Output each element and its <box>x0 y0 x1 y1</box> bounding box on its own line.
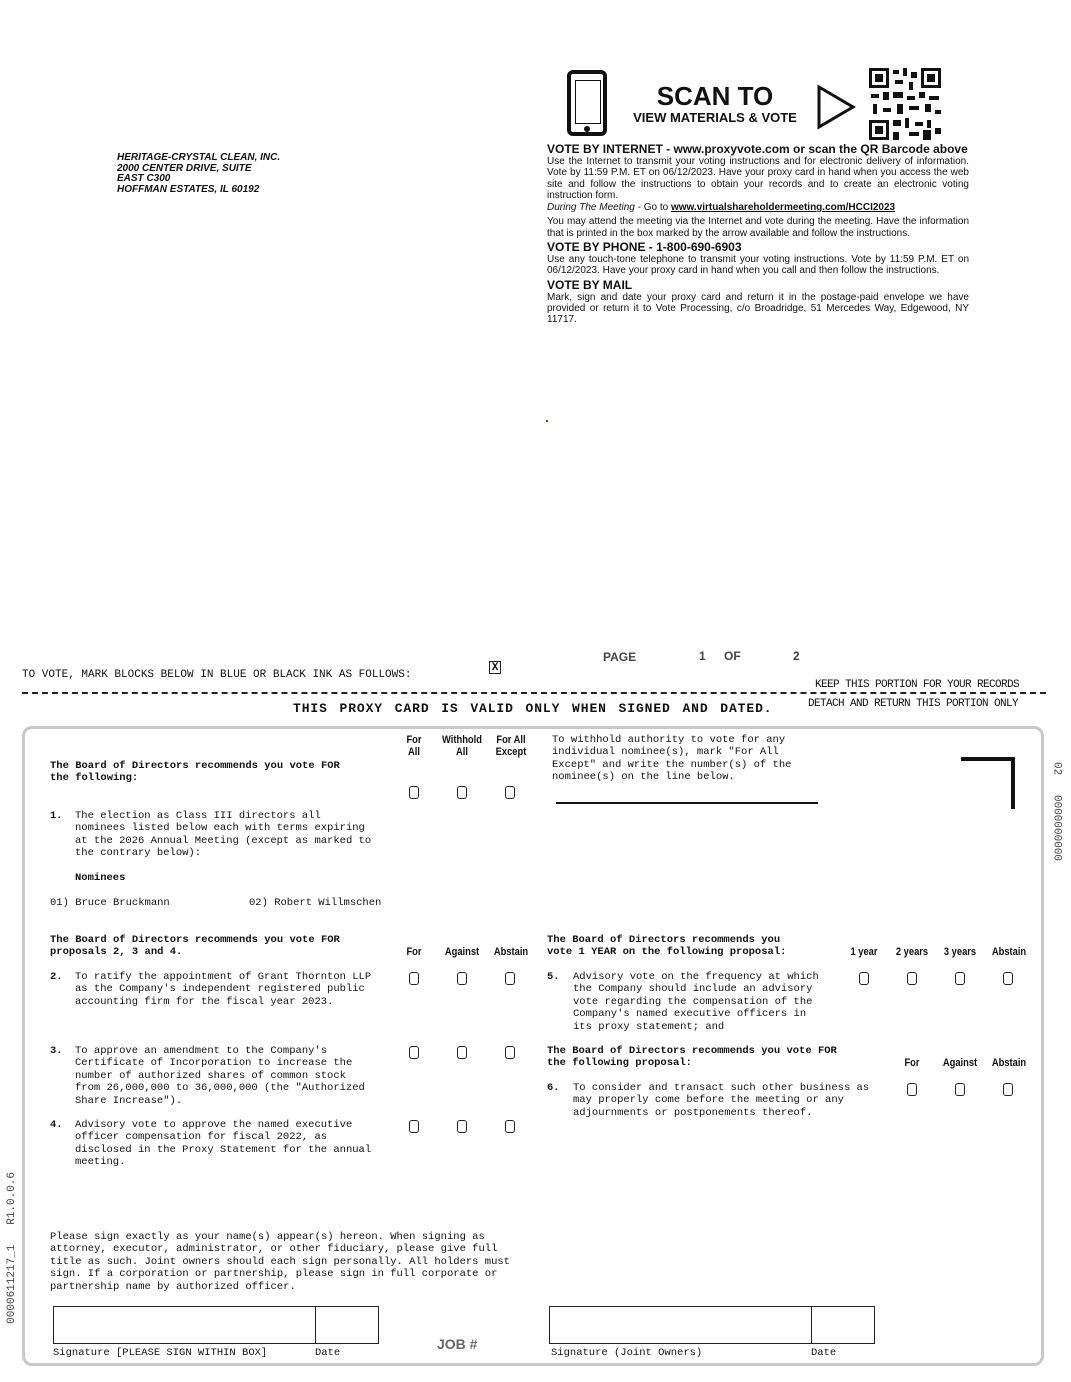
side-code-right: 02 0000000000 <box>1050 762 1063 862</box>
withhold-note: To withhold authority to vote for any individual nominee(s), mark "For All Except" and write the number(s) of the nominee(s) on the line below. <box>552 734 792 784</box>
proposal-3-text: To approve an amendment to the Company's Certificate of Incorporation to increase the number of authorized shares of common stock from 26,000,000 to 36,000,000 (the "Authorized Share Increase"). <box>75 1045 365 1107</box>
proposal-2-text: To ratify the appointment of Grant Thornton LLP as the Company's independent registered public accounting firm for the fiscal year 2023. <box>75 971 372 1008</box>
checkbox-p4-for[interactable] <box>409 1120 419 1133</box>
nominee-exception-line[interactable] <box>556 802 818 804</box>
checkbox-for-all[interactable] <box>409 786 419 799</box>
play-arrow-icon <box>816 84 856 130</box>
proposal-5-text: Advisory vote on the frequency at which the Company should include an advisory vote regarding the compensation of the Company's named executive officers in its proxy statement; and <box>573 971 819 1033</box>
voting-instructions: VOTE BY INTERNET - www.proxyvote.com or scan the QR Barcode above Use the Internet to transmit your voting instructions and for electronic delivery of information. Vote by 11:59 P.M. ET on 06/12/2023. Have your proxy card in hand when you access the web site and follow the instructions to obtain your records and to create an electronic voting instruction form. During The Meeting - Go to www.virtualshareholdermeeting.com/HCCI2023 You may attend the meeting via the Internet and vote during the meeting. Have the information that is printed in the box marked by the arrow available and follow the instructions. VOTE BY PHONE - 1-800-690-6903 Use any touch-tone telephone to transmit your voting instructions. Vote by 11:59 P.M. ET on 06/12/2023. Have your proxy card in hand when you call and then follow the instructions. VOTE BY MAIL Mark, sign and date your proxy card and return it in the postage-paid envelope we have provided or return it to Vote Processing, c/o Broadridge, 51 Mercedes Way, Edgewood, NY 11717. <box>547 142 969 326</box>
keep-portion: KEEP THIS PORTION FOR YOUR RECORDS <box>815 679 1020 691</box>
checkbox-for-all-except[interactable] <box>505 786 515 799</box>
vote-mail-heading: VOTE BY MAIL <box>547 277 633 292</box>
date-box[interactable] <box>314 1306 379 1344</box>
checkbox-p5-abstain[interactable] <box>1003 972 1013 985</box>
checkbox-p2-against[interactable] <box>457 972 467 985</box>
checkbox-p2-for[interactable] <box>409 972 419 985</box>
qr-code-icon[interactable] <box>869 68 941 140</box>
checkbox-p5-2-years[interactable] <box>907 972 917 985</box>
checkbox-withhold-all[interactable] <box>457 786 467 799</box>
nominee-1: 01) Bruce Bruckmann <box>50 897 170 909</box>
job-number: JOB # <box>437 1336 478 1352</box>
detach-line <box>22 692 1046 694</box>
checkbox-p4-abstain[interactable] <box>505 1120 515 1133</box>
joint-date-box[interactable] <box>810 1306 875 1344</box>
vote-phone-heading: VOTE BY PHONE - 1-800-690-6903 <box>547 240 742 255</box>
checkbox-p6-against[interactable] <box>955 1083 965 1096</box>
sign-instructions: Please sign exactly as your name(s) appear(s) hereon. When signing as attorney, executor, administrator, or other fiduciary, please give full title as such. Joint owners should each sign personally. All holders must sign. If a corporation or partnership, please sign in full corporate or partnership name by authorized officer. <box>50 1231 510 1293</box>
board-rec-1: The Board of Directors recommends you vote FOR the following: <box>50 760 340 785</box>
valid-notice: THIS PROXY CARD IS VALID ONLY WHEN SIGNED AND DATED. <box>293 701 773 716</box>
meeting-link[interactable]: www.virtualshareholdermeeting.com/HCCI2023 <box>670 202 896 214</box>
phone-icon <box>567 70 607 136</box>
checkbox-p3-abstain[interactable] <box>505 1046 515 1059</box>
checkbox-p5-1-year[interactable] <box>859 972 869 985</box>
checkbox-p2-abstain[interactable] <box>505 972 515 985</box>
dot-mark <box>546 420 548 422</box>
checkbox-p6-abstain[interactable] <box>1003 1083 1013 1096</box>
instructions: TO VOTE, MARK BLOCKS BELOW IN BLUE OR BLACK INK AS FOLLOWS: <box>22 669 412 681</box>
detach-portion: DETACH AND RETURN THIS PORTION ONLY <box>808 698 1019 710</box>
page-label: PAGE <box>603 650 637 664</box>
proposal-6-text: To consider and transact such other business as may properly come before the meeting or any adjournments or postponements thereof. <box>573 1082 870 1119</box>
joint-signature-box[interactable] <box>549 1306 812 1344</box>
corner-mark <box>961 757 1015 809</box>
proxy-card-page: HERITAGE-CRYSTAL CLEAN, INC. 2000 CENTER DRIVE, SUITE EAST C300 HOFFMAN ESTATES, IL 60192 SCAN TO VIEW MATERIALS & VOTE VOTE BY INTERNET - www.proxyvote.com or scan the QR Barcode above Use the Internet to transmit your voting instructions and for electronic delivery of information. Vote by 11:59 P.M. ET on 06/12/2023. Have your proxy card in hand when you access the web site and follow the instructions to obtain your records and to create an electronic voting instruction form. During The Meeting - Go to www.virtualshareholdermeeting.com/HCCI2023 You may attend the meeting via the Internet and vote during the meeting. Have the information that is printed in the box marked by the arrow available and follow the instructions. VOTE BY PHONE - 1-800-690-6903 Use any touch-tone telephone to transmit your voting instructions. Vote by 11:59 P.M. ET on 06/12/2023. Have your proxy card in hand when you call and then follow the instructions. VOTE BY MAIL Mark, sign and date your proxy card and return it in the postage-paid envelope we have provided or return it to Vote Processing, c/o Broadridge, 51 Mercedes Way, Edgewood, NY 11717. PAGE 1 OF 2 TO VOTE, MARK BLOCKS BELOW IN BLUE OR BLACK INK AS FOLLOWS: X KEEP THIS PORTION FOR YOUR RECORDS DETACH AND RETURN THIS PORTION ONLY THIS PROXY CARD IS VALID ONLY WHEN SIGNED AND DATED. 02 0000000000 0000611217_1 R1.0.0.6 For All Withhold All For All Except The Board of Directors recommends you vote FOR the following: To withhold authority to vote for any individual nominee(s), mark "For All Except" and write the number(s) of the nominee(s) on the line below. 1. The election as Class III directors all nominees listed below each with terms expiring at the 2026 Annual Meeting (except as marked to the contrary below): Nominees 01) Bruce Bruckmann 02) Robert Willmschen The Board of Directors recommends you vote FOR proposals 2, 3 and 4. For Against Abstain 2. To ratify the appointment of Grant Thornton LLP as the Company's independent registered public accounting firm for the fiscal year 2023. 3. To approve an amendment to the Company's Certificate of Incorporation to increase the number of authorized shares of common stock from 26,000,000 to 36,000,000 (the "Authorized Share Increase"). 4. Advisory vote to approve the named executive officer compensation for fiscal 2022, as disclosed in the Proxy Statement for the annual meeting. The Board of Directors recommends you vote 1 YEAR on the following proposal: 1 year 2 years 3 years Abstain 5. Advisory vote on the frequency at which the Company should include an advisory vote regarding the compensation of the Company's named executive officers in its proxy statement; and The Board of Directors recommends you vote FOR the following proposal: For Against Abstain 6. To consider and transact such other business as may properly come before the meeting or any adjournments or postponements thereof. Please sign exactly as your name(s) appear(s) hereon. When signing as attorney, executor, administrator, or other fiduciary, please give full title as such. Joint owners should each sign personally. All holders must sign. If a corporation or partnership, please sign in full corporate or partnership name by authorized officer. Signature [PLEASE SIGN WITHIN BOX] Date JOB # Signature (Joint Owners) Date <box>0 0 1071 1382</box>
vote-internet-heading: VOTE BY INTERNET - www.proxyvote.com or scan the QR Barcode above <box>547 142 968 156</box>
nominee-2: 02) Robert Willmschen <box>249 897 382 909</box>
checkbox-p3-for[interactable] <box>409 1046 419 1059</box>
mark-example: X <box>489 661 501 674</box>
board-rec-4: The Board of Directors recommends you vote FOR the following proposal: <box>547 1045 837 1070</box>
signature-box[interactable] <box>53 1306 316 1344</box>
checkbox-p5-3-years[interactable] <box>955 972 965 985</box>
scan-subtitle: VIEW MATERIALS & VOTE <box>633 110 797 125</box>
proposal-1-text: The election as Class III directors all nominees listed below each with terms expiring at the 2026 Annual Meeting (except as marked to the contrary below): <box>75 810 372 860</box>
checkbox-p6-for[interactable] <box>907 1083 917 1096</box>
scan-title: SCAN TO <box>656 81 774 111</box>
board-rec-2: The Board of Directors recommends you vote FOR proposals 2, 3 and 4. <box>50 934 340 959</box>
checkbox-p3-against[interactable] <box>457 1046 467 1059</box>
checkbox-p4-against[interactable] <box>457 1120 467 1133</box>
side-code-left: 0000611217_1 R1.0.0.6 <box>6 1172 18 1324</box>
company-address: HERITAGE-CRYSTAL CLEAN, INC. 2000 CENTER DRIVE, SUITE EAST C300 HOFFMAN ESTATES, IL 60192 <box>117 152 281 195</box>
proposal-4-text: Advisory vote to approve the named executive officer compensation for fiscal 2022, as disclosed in the Proxy Statement for the annual meeting. <box>75 1119 372 1169</box>
board-rec-3: The Board of Directors recommends you vote 1 YEAR on the following proposal: <box>547 934 787 959</box>
